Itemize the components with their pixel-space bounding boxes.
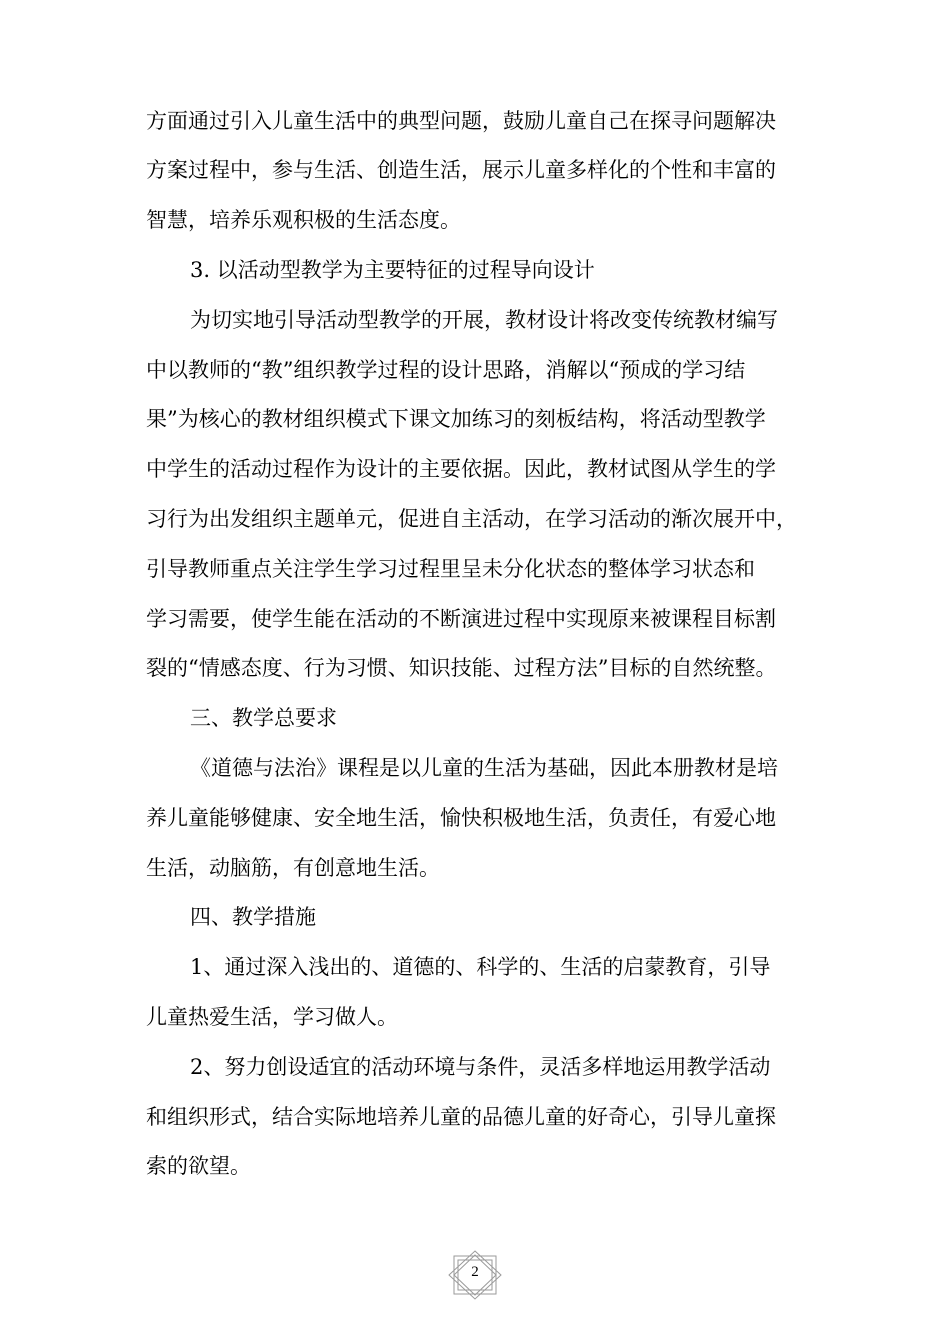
line-text: 1、通过深入浅出的、道德的、科学的、生活的启蒙教育，引导 — [190, 955, 771, 979]
line-text: 中以教师的“教”组织教学过程的设计思路，消解以“预成的学习结 — [146, 358, 746, 382]
text-line — [0, 1052, 950, 1082]
text-line — [0, 753, 950, 783]
line-text: 3. 以活动型教学为主要特征的过程导向设计 — [190, 258, 595, 282]
line-text: 果”为核心的教材组织模式下课文加练习的刻板结构，将活动型教学 — [146, 407, 766, 431]
line-text: 裂的“情感态度、行为习惯、知识技能、过程方法”目标的自然统整。 — [146, 656, 777, 680]
line-text: 方面通过引入儿童生活中的典型问题，鼓励儿童自己在探寻问题解决 — [146, 109, 776, 133]
text-line — [0, 653, 950, 683]
text-line — [0, 604, 950, 634]
page-number-ornament — [446, 1250, 504, 1300]
text-line — [0, 853, 950, 883]
line-text: 三、教学总要求 — [190, 706, 337, 730]
line-text: 索的欲望。 — [146, 1154, 251, 1178]
line-text: 中学生的活动过程作为设计的主要依据。因此，教材试图从学生的学 — [146, 457, 776, 481]
line-text: 四、教学措施 — [190, 905, 316, 929]
line-text: 学习需要，使学生能在活动的不断演进过程中实现原来被课程目标割 — [146, 607, 776, 631]
line-text: 和组织形式，结合实际地培养儿童的品德儿童的好奇心，引导儿童探 — [146, 1105, 776, 1129]
line-text: 儿童热爱生活，学习做人。 — [146, 1005, 398, 1029]
text-line — [0, 1102, 950, 1132]
line-text: 为切实地引导活动型教学的开展，教材设计将改变传统教材编写 — [190, 308, 778, 332]
line-text: 2、努力创设适宜的活动环境与条件，灵活多样地运用教学活动 — [190, 1055, 771, 1079]
line-text: 引导教师重点关注学生学习过程里呈未分化状态的整体学习状态和 — [146, 557, 755, 581]
section-heading — [0, 703, 950, 733]
line-text: 生活，动脑筋，有创意地生活。 — [146, 856, 440, 880]
text-line — [0, 952, 950, 982]
text-line — [0, 305, 950, 335]
line-text: 《道德与法治》课程是以儿童的生活为基础，因此本册教材是培 — [190, 756, 778, 780]
text-line — [0, 504, 950, 534]
text-line — [0, 355, 950, 385]
text-line — [0, 803, 950, 833]
text-line — [0, 155, 950, 185]
text-line — [0, 1151, 950, 1181]
page-number: 2 — [471, 1264, 479, 1280]
text-line — [0, 1002, 950, 1032]
text-line — [0, 554, 950, 584]
line-text: 养儿童能够健康、安全地生活，愉快积极地生活，负责任，有爱心地 — [146, 806, 776, 830]
section-heading — [0, 902, 950, 932]
line-text: 习行为出发组织主题单元，促进自主活动，在学习活动的渐次展开中， — [146, 507, 797, 531]
section-heading — [0, 255, 950, 285]
line-text: 方案过程中，参与生活、创造生活，展示儿童多样化的个性和丰富的 — [146, 158, 776, 182]
text-line — [0, 404, 950, 434]
line-text: 智慧，培养乐观积极的生活态度。 — [146, 208, 461, 232]
text-line — [0, 205, 950, 235]
text-line — [0, 106, 950, 136]
text-line — [0, 454, 950, 484]
